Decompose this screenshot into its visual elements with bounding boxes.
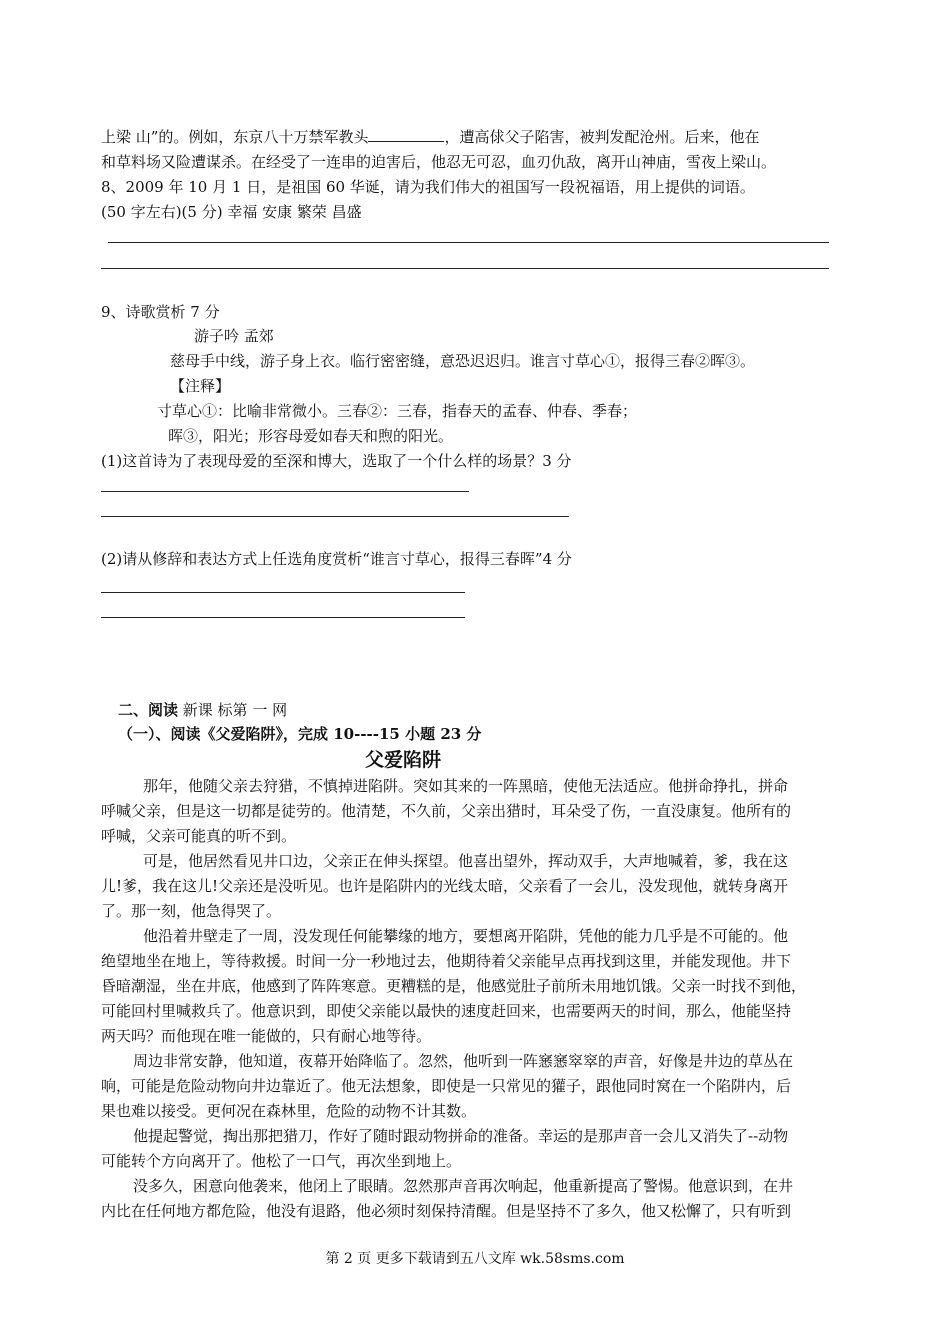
article-line: 呼喊父亲，但是这一切都是徒劳的。他清楚，不久前，父亲出猎时，耳朵受了伤，一直没康复。他所有的 (101, 802, 792, 820)
answer-line (101, 516, 569, 517)
article-line: 周边非常安静，他知道，夜幕开始降临了。忽然，他听到一阵窸窸窣窣的声音，好像是井边的草丛在 (133, 1052, 794, 1070)
article-line: 可能转个方向离开了。他松了一口气，再次坐到地上。 (101, 1152, 462, 1170)
poem-title: 游子吟 孟郊 (194, 327, 274, 345)
article-line: 没多久，困意向他袭来，他闭上了眼睛。忽然那声音再次响起，他重新提高了警惕。他意识到，在井 (133, 1177, 794, 1195)
article-line: 他沿着井壁走了一周，没发现任何能攀缘的地方，要想离开陷阱，凭他的能力几乎是不可能的。他 (143, 927, 789, 945)
article-title: 父爱陷阱 (365, 749, 442, 771)
poem-text: 慈母手中线，游子身上衣。临行密密缝，意恐迟迟归。谁言寸草心①，报得三春②晖③。 (170, 352, 756, 370)
article-line: 内比在任何地方都危险，他没有退路，他必须时刻保持清醒。但是坚持不了多久，他又松懈了，只有听到 (101, 1202, 792, 1220)
section-header (118, 700, 287, 720)
note-2: 晖③，阳光；形容母爱如春天和煦的阳光。 (168, 427, 454, 445)
section-header-bold: 二、阅读 (118, 701, 179, 719)
answer-blank (368, 127, 444, 142)
q8-line-2: (50 字左右)(5 分) 幸福 安康 繁荣 昌盛 (101, 203, 362, 221)
article-line: 呼喊，父亲可能真的听不到。 (101, 827, 297, 845)
article-line: 响，可能是危险动物向井边靠近了。他无法想象，即使是一只常见的獾子，跟他同时窝在一个陷阱内，后 (101, 1077, 792, 1095)
page-footer: 第 2 页 更多下载请到五八文库 wk.58sms.com (325, 1251, 625, 1267)
prev-line-1 (101, 127, 759, 147)
note-label: 【注释】 (170, 377, 231, 395)
article-line: 儿!爹，我在这儿!父亲还是没听见。也许是陷阱内的光线太暗，父亲看了一会儿，没发现他，就转身离开 (101, 877, 789, 895)
reading-sub-header: （一）、阅读《父爱陷阱》，完成 10----15 小题 23 分 (118, 725, 482, 743)
article-line: 果也难以接受。更何况在森林里，危险的动物不计其数。 (101, 1102, 477, 1120)
article-line: 了。那一刻，他急得哭了。 (101, 902, 282, 920)
q9-header: 9、诗歌赏析 7 分 (101, 303, 220, 321)
article-line: 可能回村里喊救兵了。他意识到，即使父亲能以最快的速度赶回来，也需要两天的时间，那么，他能坚持 (101, 1002, 792, 1020)
answer-line (101, 592, 465, 593)
q9-sub-2: (2)请从修辞和表达方式上任选角度赏析“谁言寸草心，报得三春晖”4 分 (101, 550, 572, 568)
answer-line (101, 491, 469, 492)
answer-line (108, 242, 829, 243)
q8-line-1: 8、2009 年 10 月 1 日，是祖国 60 华诞，请为我们伟大的祖国写一段祝福语，用上提供的词语。 (101, 178, 755, 196)
article-line: 绝望地坐在地上，等待救援。时间一分一秒地过去，他期待着父亲能早点再找到这里，并能发现他。井下 (101, 952, 792, 970)
section-header-rest: 新课 标第 一 网 (178, 701, 288, 719)
article-line: 两天吗？而他现在唯一能做的，只有耐心地等待。 (101, 1027, 432, 1045)
note-1: 寸草心①：比喻非常微小。三春②：三春，指春天的孟春、仲春、季春； (157, 402, 638, 420)
answer-line (101, 268, 829, 269)
prev-line-1b: ，遭高俅父子陷害，被判发配沧州。后来，他在 (444, 128, 760, 146)
article-line: 那年，他随父亲去狩猎，不慎掉进陷阱。突如其来的一阵黑暗，使他无法适应。他拼命挣扎，拼命 (143, 777, 789, 795)
article-line: 可是，他居然看见井口边，父亲正在伸头探望。他喜出望外，挥动双手，大声地喊着，爹，我在这 (143, 852, 789, 870)
article-line: 他提起警觉，掏出那把猎刀，作好了随时跟动物拼命的准备。幸运的是那声音一会儿又消失了--动物 (133, 1127, 789, 1145)
q9-sub-1: (1)这首诗为了表现母爱的至深和博大，选取了一个什么样的场景？3 分 (101, 452, 572, 470)
article-line: 昏暗潮湿，坐在井底，他感到了阵阵寒意。更糟糕的是，他感觉肚子前所未用地饥饿。父亲一时找不到他， (101, 977, 807, 995)
answer-line (101, 617, 465, 618)
prev-line-2: 和草料场又险遭谋杀。在经受了一连串的迫害后，他忍无可忍，血刃仇敌，离开山神庙，雪夜上梁山。 (101, 153, 777, 171)
prev-line-1a: 上梁 山”的。例如，东京八十万禁军教头 (101, 128, 369, 146)
